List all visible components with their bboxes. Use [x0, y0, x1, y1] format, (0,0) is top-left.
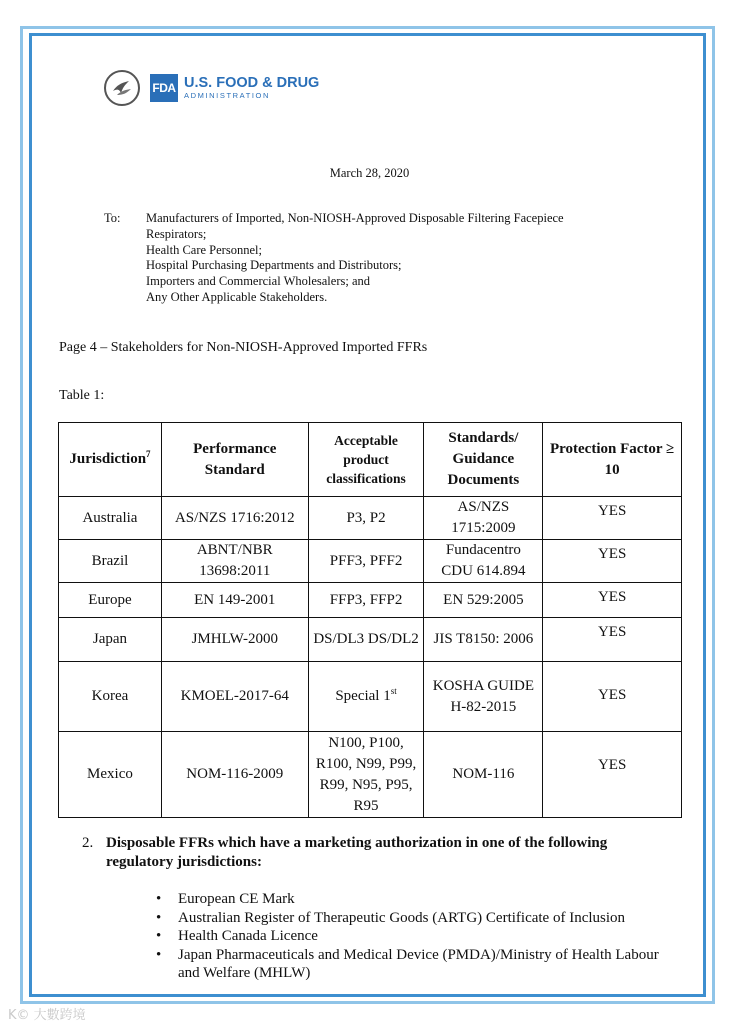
list-item: • Japan Pharmaceuticals and Medical Device (PMDA)/Ministry of Health Labour and Welfare (MHLW)	[156, 946, 659, 981]
authorization-list	[156, 890, 676, 983]
cell-standard: EN 149-2001	[161, 583, 308, 618]
list-item: • Australian Register of Therapeutic Goods (ARTG) Certificate of Inclusion	[156, 909, 626, 926]
to-label: To:	[104, 211, 121, 225]
cell-guidance: KOSHA GUIDE H-82-2015	[424, 662, 543, 732]
cell-standard: KMOEL-2017-64	[161, 662, 308, 732]
cell-standard: ABNT/NBR 13698:2011	[161, 540, 308, 583]
bullet-icon: •	[156, 891, 162, 907]
cell-guidance: JIS T8150: 2006	[424, 618, 543, 662]
letter-date: March 28, 2020	[329, 166, 410, 180]
recipient-line: Importers and Commercial Wholesalers; and	[146, 274, 371, 289]
table-row	[59, 497, 682, 540]
table-row	[59, 662, 682, 732]
fda-wordmark	[184, 76, 319, 101]
header-protection-factor: Protection Factor ≥ 10	[543, 423, 682, 497]
section-title: Disposable FFRs which have a marketing authorization in one of the following regulatory jurisdictions:	[106, 835, 608, 870]
header-guidance-documents: Standards/ Guidance Documents	[424, 423, 543, 497]
cell-jurisdiction: Australia	[59, 497, 162, 540]
cell-jurisdiction: Korea	[59, 662, 162, 732]
cell-jurisdiction: Europe	[59, 583, 162, 618]
table-row	[59, 618, 682, 662]
cell-guidance: AS/NZS 1715:2009	[424, 497, 543, 540]
cell-guidance: EN 529:2005	[424, 583, 543, 618]
hhs-eagle-icon	[104, 70, 140, 106]
table-header-row	[59, 423, 682, 497]
bullet-icon: •	[156, 928, 162, 944]
cell-classes: P3, P2	[308, 497, 424, 540]
table-row	[59, 732, 682, 818]
cell-standard: JMHLW-2000	[161, 618, 308, 662]
table-row	[59, 583, 682, 618]
cell-protection: YES	[543, 540, 682, 583]
list-item: • European CE Mark	[156, 891, 295, 907]
watermark: K© 大數跨境	[8, 1008, 86, 1023]
cell-protection: YES	[543, 583, 682, 618]
cell-classes: PFF3, PFF2	[308, 540, 424, 583]
recipient-line: Manufacturers of Imported, Non-NIOSH-Approved Disposable Filtering Facepiece Respirators;	[146, 211, 564, 241]
cell-jurisdiction: Japan	[59, 618, 162, 662]
recipient-list	[146, 211, 616, 306]
recipient-line: Any Other Applicable Stakeholders.	[146, 289, 328, 304]
cell-classes: Special 1st	[308, 662, 424, 732]
bullet-icon: •	[156, 909, 162, 926]
header-performance-standard: Performance Standard	[161, 423, 308, 497]
table-row	[59, 540, 682, 583]
section-2	[82, 834, 662, 872]
section-number: 2.	[82, 835, 94, 851]
cell-jurisdiction: Brazil	[59, 540, 162, 583]
header-acceptable-classifications: Acceptable product classifications	[308, 423, 424, 497]
cell-protection: YES	[543, 732, 682, 818]
cell-guidance: NOM-116	[424, 732, 543, 818]
bullet-icon: •	[156, 946, 162, 963]
ffr-table	[58, 422, 682, 818]
recipient-line: Health Care Personnel;	[146, 242, 262, 257]
cell-guidance: Fundacentro CDU 614.894	[424, 540, 543, 583]
cell-classes: FFP3, FFP2	[308, 583, 424, 618]
header-jurisdiction: Jurisdiction$^7$	[59, 423, 162, 497]
cell-standard: NOM-116-2009	[161, 732, 308, 818]
cell-standard: AS/NZS 1716:2012	[161, 497, 308, 540]
fda-name: U.S. FOOD & DRUG	[184, 74, 320, 91]
cell-classes: DS/DL3 DS/DL2	[308, 618, 424, 662]
cell-jurisdiction: Mexico	[59, 732, 162, 818]
page-heading: Page 4 – Stakeholders for Non-NIOSH-Approved Imported FFRs	[59, 340, 428, 355]
fda-box-logo: FDA	[150, 74, 178, 102]
cell-protection: YES	[543, 618, 682, 662]
cell-protection: YES	[543, 497, 682, 540]
recipient-line: Hospital Purchasing Departments and Distributors;	[146, 258, 402, 273]
list-item: • Health Canada Licence	[156, 928, 318, 944]
cell-classes: N100, P100, R100, N99, P99, R99, N95, P95, R95	[308, 732, 424, 818]
table-label: Table 1:	[59, 388, 105, 403]
fda-logo	[104, 68, 319, 108]
cell-protection: YES	[543, 662, 682, 732]
fda-subtitle: ADMINISTRATION	[184, 90, 271, 100]
